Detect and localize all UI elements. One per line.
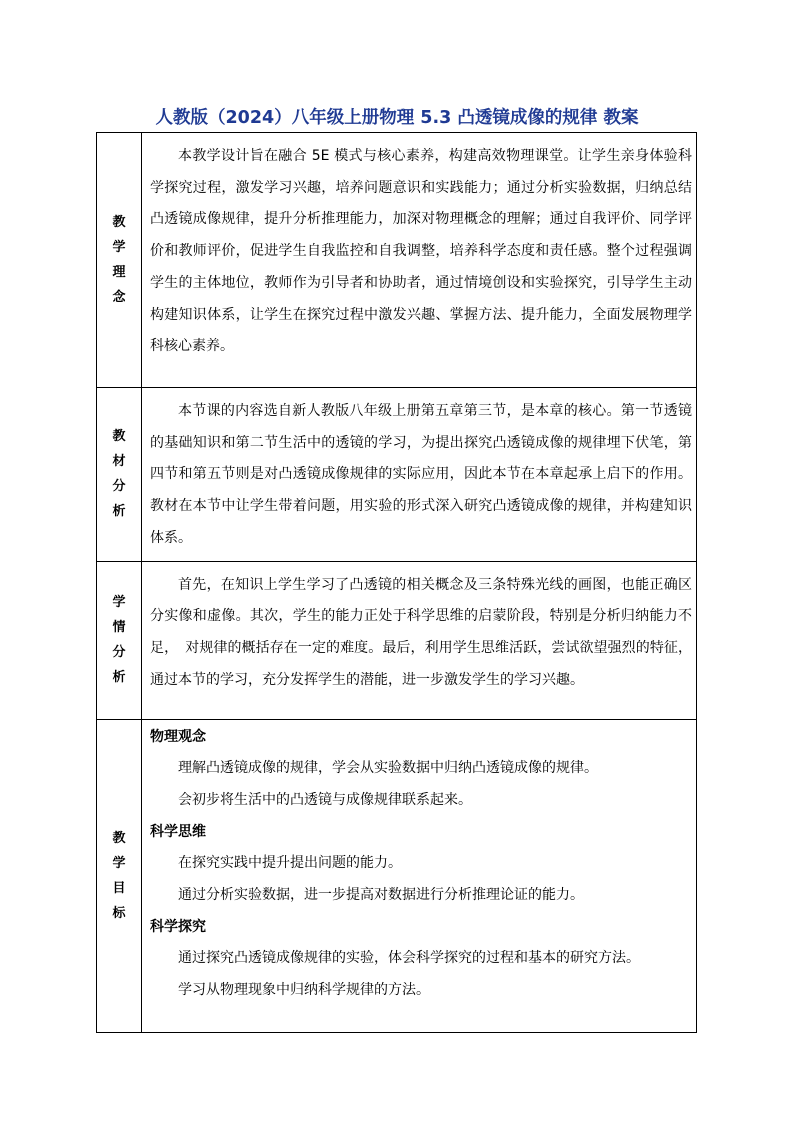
row-label-cell bbox=[97, 133, 142, 388]
objective-item: 通过分析实验数据，进一步提高对数据进行分析推理论证的能力。 bbox=[178, 887, 584, 904]
textbook-analysis-text: 本节课的内容选自新人教版八年级上册第五章第三节，是本章的核心。第一节透镜的基础知识和第二节生活中的透镜的学习，为提出探究凸透镜成像的规律埋下伏笔，第四节和第五节则是对凸透镜成像规律的实际应用，因此本节在本章起承上启下的作用。教材在本节中让学生带着问题，用实验的形式深入研究凸透镜成像的规律，并构建知识体系。 bbox=[150, 403, 692, 546]
row-label-cell bbox=[97, 561, 142, 719]
row-label-cell bbox=[97, 388, 142, 562]
lesson-plan-table bbox=[96, 132, 697, 1033]
objective-heading-scientific-inquiry: 科学探究 bbox=[150, 918, 206, 935]
objective-heading-scientific-thinking: 科学思维 bbox=[150, 823, 206, 840]
row-label-cell bbox=[97, 719, 142, 1032]
objective-heading-physics-concept: 物理观念 bbox=[150, 728, 206, 745]
row-content-cell bbox=[142, 133, 697, 388]
objective-item: 在探究实践中提升提出问题的能力。 bbox=[178, 855, 402, 872]
objective-item: 通过探究凸透镜成像规律的实验，体会科学探究的过程和基本的研究方法。 bbox=[178, 950, 640, 967]
row-label-teaching-philosophy: 教 学 理 念 bbox=[112, 215, 126, 305]
objective-item: 会初步将生活中的凸透镜与成像规律联系起来。 bbox=[178, 791, 472, 808]
row-label-student-analysis: 学 情 分 析 bbox=[112, 595, 126, 686]
objective-item: 学习从物理现象中归纳科学规律的方法。 bbox=[178, 982, 430, 999]
row-content-cell bbox=[142, 719, 697, 1032]
student-analysis-text: 首先，在知识上学生学习了凸透镜的相关概念及三条特殊光线的画图，也能正确区分实像和虚像。其次，学生的能力正处于科学思维的启蒙阶段，特别是分析归纳能力不足， 对规律的概括存在一定的难度。最后，利用学生思维活跃，尝试欲望强烈的特征，通过本节的学习，充分发挥学生的潜能，进一步激发学生的学习兴趣。 bbox=[150, 576, 692, 688]
row-content-cell bbox=[142, 388, 697, 562]
table-row-student-analysis bbox=[97, 561, 697, 719]
document-title: 人教版（2024）八年级上册物理 5.3 凸透镜成像的规律 教案 bbox=[155, 108, 639, 128]
objective-item: 理解凸透镜成像的规律，学会从实验数据中归纳凸透镜成像的规律。 bbox=[178, 760, 598, 777]
row-label-textbook-analysis: 教 材 分 析 bbox=[112, 429, 126, 520]
row-content-cell bbox=[142, 561, 697, 719]
row-label-teaching-objectives: 教 学 目 标 bbox=[112, 830, 126, 921]
table-row-textbook-analysis bbox=[97, 388, 697, 562]
table-row-teaching-philosophy bbox=[97, 133, 697, 388]
table-row-teaching-objectives bbox=[97, 719, 697, 1032]
teaching-philosophy-text: 本教学设计旨在融合 5E 模式与核心素养，构建高效物理课堂。让学生亲身体验科学探究过程，激发学习兴趣，培养问题意识和实践能力；通过分析实验数据，归纳总结凸透镜成像规律，提升分析推理能力，加深对物理概念的理解；通过自我评价、同学评价和教师评价，促进学生自我监控和自我调整，培养科学态度和责任感。整个过程强调学生的主体地位，教师作为引导者和协助者，通过情境创设和实验探究，引导学生主动构建知识体系，让学生在探究过程中激发兴趣、掌握方法、提升能力，全面发展物理学科核心素养。 bbox=[150, 148, 692, 355]
